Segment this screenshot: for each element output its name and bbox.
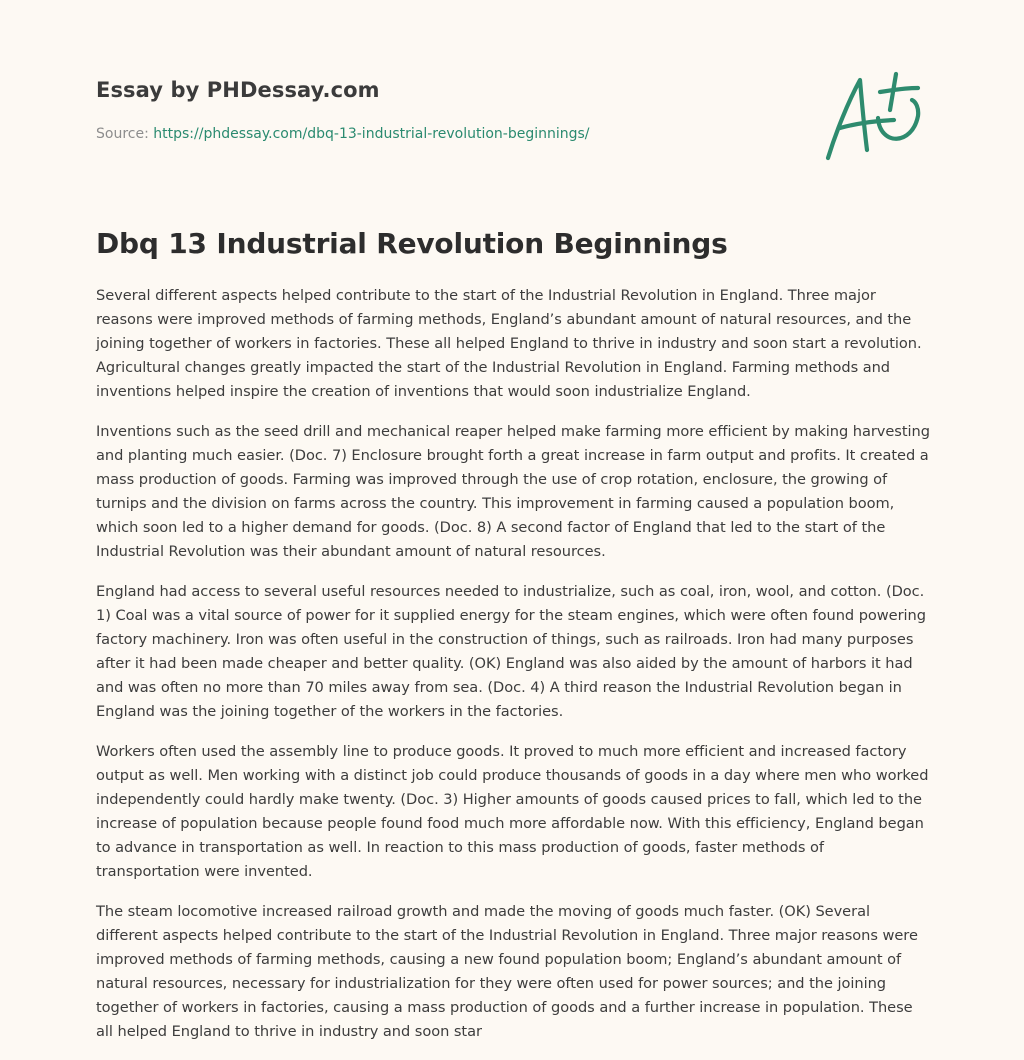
source-link[interactable]: https://phdessay.com/dbq-13-industrial-revolution-beginnings/	[153, 126, 590, 142]
essay-body	[96, 284, 932, 1060]
essay-paragraph: Inventions such as the seed drill and mechanical reaper helped make farming more efficient by making harvesting and planting much easier. (Doc. 7) Enclosure brought forth a great increase in farm output and profits. It created a mass production of goods. Farming was improved through the use of crop rotation, enclosure, the growing of turnips and the division on farms across the country. This improvement in farming caused a population boom, which soon led to a higher demand for goods. (Doc. 8) A second factor of England that led to the start of the Industrial Revolution was their abundant amount of natural resources.	[96, 423, 930, 560]
header	[96, 76, 796, 144]
brand-title: Essay by PHDessay.com	[96, 78, 380, 102]
essay-paragraph: Workers often used the assembly line to produce goods. It proved to much more efficient and increased factory output as well. Men working with a distinct job could produce thousands of goods in a day where men who worked independently could hardly make twenty. (Doc. 3) Higher amounts of goods caused prices to fall, which led to the increase of population because people found food much more affordable now. With this efficiency, England began to advance in transportation as well. In reaction to this mass production of goods, faster methods of transportation were invented.	[96, 743, 929, 880]
source-label: Source:	[96, 126, 149, 142]
essay-paragraph: The steam locomotive increased railroad growth and made the moving of goods much faster. (OK) Several different aspects helped contribute to the start of the Industrial Revolution in England. Three major reasons were improved methods of farming methods, causing a new found population boom; England’s abundant amount of natural resources, necessary for industrialization for they were often used for power sources; and the joining together of workers in factories, causing a mass production of goods and a further increase in population. These all helped England to thrive in industry and soon star	[96, 903, 918, 1040]
a-plus-grade-icon	[820, 66, 930, 166]
essay-title: Dbq 13 Industrial Revolution Beginnings	[96, 227, 728, 260]
essay-paragraph: England had access to several useful resources needed to industrialize, such as coal, iron, wool, and cotton. (Doc. 1) Coal was a vital source of power for it supplied energy for the steam engines, which were often found powering factory machinery. Iron was often useful in the construction of things, such as railroads. Iron had many purposes after it had been made cheaper and better quality. (OK) England was also aided by the amount of harbors it had and was often no more than 70 miles away from sea. (Doc. 4) A third reason the Industrial Revolution began in England was the joining together of the workers in the factories.	[96, 583, 926, 720]
essay-paragraph: Several different aspects helped contribute to the start of the Industrial Revolution in England. Three major reasons were improved methods of farming methods, England’s abundant amount of natural resources, and the joining together of workers in factories. These all helped England to thrive in industry and soon start a revolution. Agricultural changes greatly impacted the start of the Industrial Revolution in England. Farming methods and inventions helped inspire the creation of inventions that would soon industrialize England.	[96, 287, 922, 400]
source-line	[96, 124, 796, 144]
